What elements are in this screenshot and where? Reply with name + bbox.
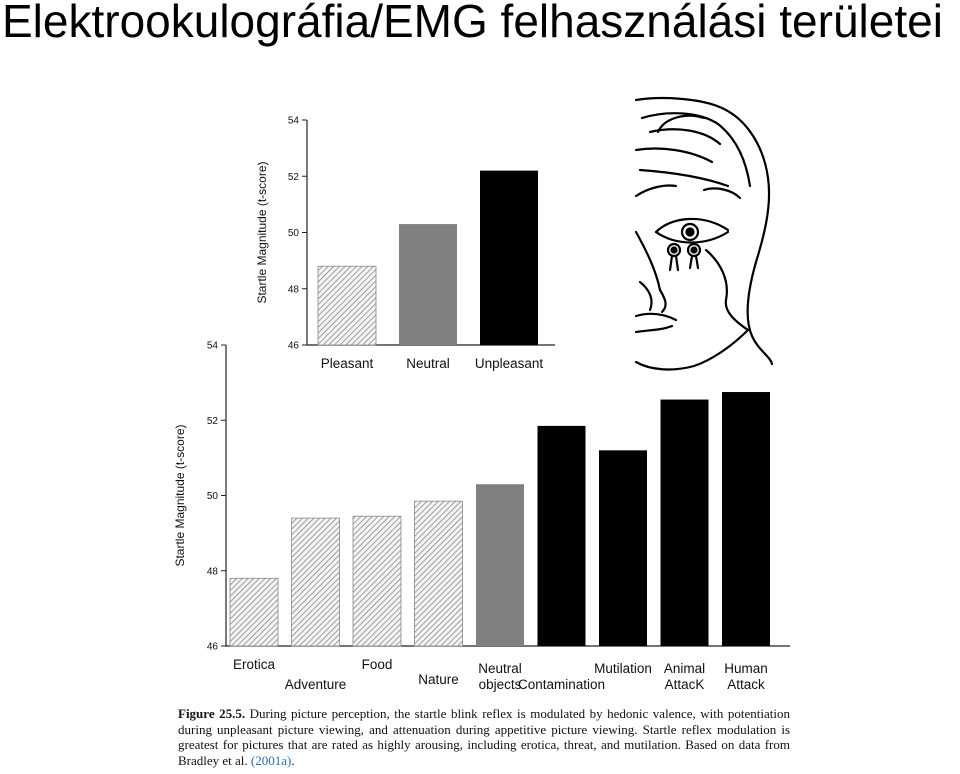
- x-category-label: Erotica: [232, 657, 276, 672]
- bar: [230, 578, 278, 646]
- chart-valence: [255, 116, 555, 372]
- caption-text: During picture perception, the startle blink reflex is modulated by hedonic valence, with potentiation during unpleasant picture viewing, and attenuation during appetitive picture viewing. Startle reflex modulation is greatest for pictures that are rated as highly arousing, including erotica, threat, and mutilation. Based on data from Bradley et al.: [178, 706, 791, 768]
- chart-picture-content: [173, 341, 790, 693]
- bar: [415, 501, 463, 646]
- bar: [318, 266, 376, 345]
- y-axis-label: Startle Magnitude (t-score): [173, 424, 187, 567]
- x-category-label: Contamination: [517, 677, 606, 692]
- y-tick-label: 48: [287, 284, 299, 296]
- y-tick-label: 52: [287, 171, 299, 183]
- figure-caption: [178, 706, 790, 768]
- x-category-label: Animal AttacK: [663, 661, 706, 692]
- x-category-label: Neutral: [406, 356, 450, 371]
- y-tick-label: 50: [287, 228, 299, 239]
- slide-title: Elektrookulográfia/EMG felhasználási területei: [2, 0, 943, 47]
- x-category-label: Nature: [418, 672, 459, 687]
- x-category-label: Neutral objects: [478, 661, 522, 692]
- y-tick-label: 48: [206, 566, 218, 578]
- bar: [538, 426, 586, 646]
- x-category-label: Food: [361, 657, 393, 672]
- x-category-label: Unpleasant: [474, 356, 544, 371]
- caption-figure-label: Figure 25.5.: [178, 706, 246, 721]
- face-eye-electrodes-icon: [636, 98, 772, 369]
- y-tick-label: 46: [206, 641, 218, 653]
- x-category-label: Human Attack: [724, 661, 768, 692]
- y-tick-label: 46: [287, 340, 299, 352]
- bar: [722, 392, 770, 646]
- x-category-label: Pleasant: [320, 356, 374, 371]
- bar: [480, 171, 538, 345]
- y-axis-label: Startle Magnitude (t-score): [255, 161, 269, 304]
- caption-end: .: [291, 752, 295, 768]
- y-tick-label: 52: [206, 415, 218, 427]
- x-category-label: Mutilation: [594, 661, 652, 676]
- bar: [476, 484, 524, 646]
- x-category-label: Adventure: [284, 677, 347, 692]
- y-tick-label: 54: [287, 115, 299, 127]
- bar: [399, 224, 457, 345]
- bar: [599, 450, 647, 646]
- caption-citation-link[interactable]: (2001a): [250, 752, 292, 768]
- bar: [292, 518, 340, 646]
- bar: [353, 516, 401, 646]
- bar: [661, 400, 709, 646]
- y-tick-label: 54: [206, 340, 218, 352]
- y-tick-label: 50: [206, 491, 218, 502]
